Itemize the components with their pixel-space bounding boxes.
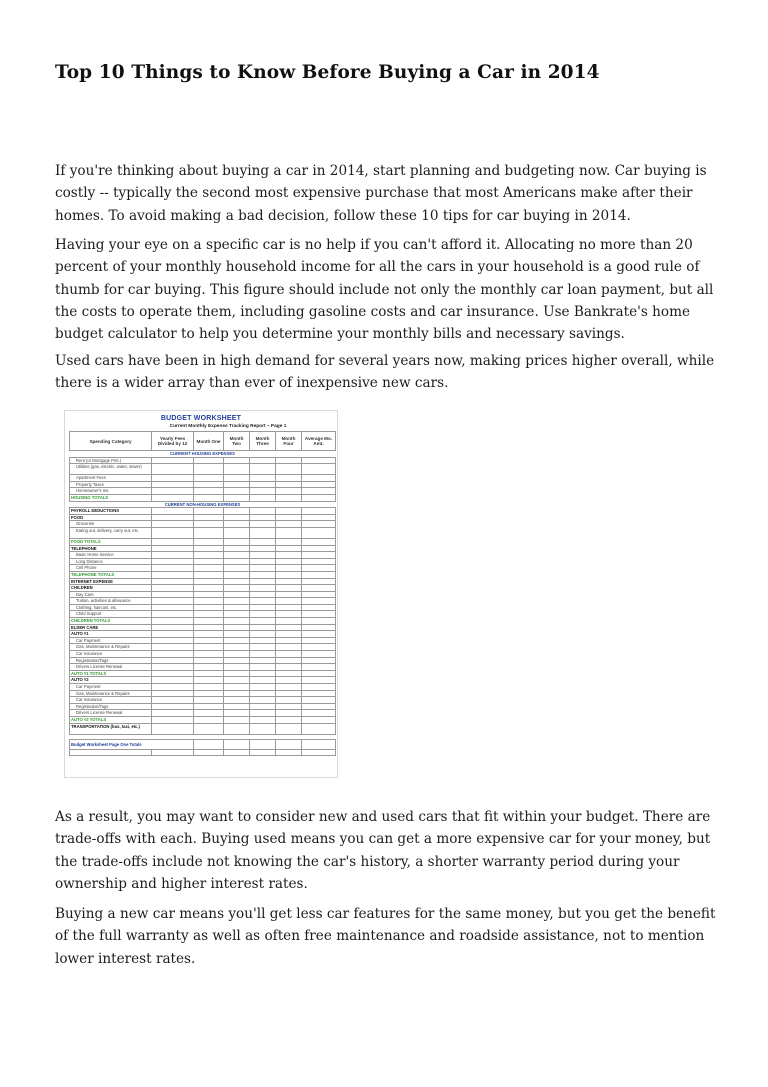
table-row bbox=[70, 710, 336, 717]
worksheet-title: BUDGET WORKSHEET bbox=[160, 415, 242, 422]
row-label: INTERNET EXPENSE bbox=[70, 578, 152, 585]
section-label: CURRENT HOUSING EXPENSES bbox=[70, 451, 336, 458]
worksheet-header-row bbox=[70, 432, 336, 451]
table-row bbox=[70, 527, 336, 538]
row-label: Apartment Fees bbox=[70, 475, 152, 482]
row-label: AUTO #1 TOTALS bbox=[70, 670, 152, 677]
totals-row bbox=[70, 538, 336, 545]
column-header: Month Three bbox=[250, 432, 276, 451]
paragraph-intro: If you're thinking about buying a car in 2014, start planning and budgeting now. Car buying is costly -- typically the second most expensive purchase that most Americans make after their homes. To avoid making a bad decision, follow these 10 tips for car buying in 2014. bbox=[55, 163, 707, 224]
row-label: Day Care bbox=[70, 591, 152, 598]
paragraph-new-car: Buying a new car means you'll get less car features for the same money, but you get the benefit of the full warranty as well as often free maintenance and roadside assistance, not to mention lower interest rates. bbox=[55, 906, 716, 967]
row-label: Car Payment bbox=[70, 684, 152, 691]
section-label: CURRENT NON-HOUSING EXPENSES bbox=[70, 501, 336, 508]
table-row bbox=[70, 604, 336, 611]
row-label: Car Insurance bbox=[70, 651, 152, 658]
table-row bbox=[70, 611, 336, 618]
table-row bbox=[70, 637, 336, 644]
table-row bbox=[70, 723, 336, 734]
totals-row bbox=[70, 618, 336, 625]
column-header: Yearly Fees Divided by 12 bbox=[152, 432, 194, 451]
row-label: AUTO #1 bbox=[70, 631, 152, 638]
column-header: Month Two bbox=[224, 432, 250, 451]
section-row bbox=[70, 451, 336, 458]
row-label: CHILDREN TOTALS bbox=[70, 618, 152, 625]
row-label: FOOD TOTALS bbox=[70, 538, 152, 545]
table-row bbox=[70, 545, 336, 552]
totals-row bbox=[70, 670, 336, 677]
table-row bbox=[70, 690, 336, 697]
table-row bbox=[70, 703, 336, 710]
row-label: TRANSPORTATION (bus, taxi, etc.) bbox=[70, 723, 152, 734]
row-label: Child Support bbox=[70, 611, 152, 618]
table-row bbox=[70, 521, 336, 528]
table-row bbox=[70, 464, 336, 475]
row-label: Drivers License Renewal bbox=[70, 710, 152, 717]
table-row bbox=[70, 631, 336, 638]
totals-row bbox=[70, 571, 336, 578]
section-row bbox=[70, 501, 336, 508]
table-row bbox=[70, 657, 336, 664]
table-row bbox=[70, 684, 336, 691]
row-label: Gas, Maintenance & Repairs bbox=[70, 690, 152, 697]
paragraph-budget: Having your eye on a specific car is no help if you can't afford it. Allocating no more than 20 percent of your monthly household income for all the cars in your household is a good rule of thumb for car buying. This figure should include not only the monthly car loan payment, but all the costs to operate them, including gasoline costs and car insurance. Use Bankrate's home budget calculator to help you determine your monthly bills and necessary savings. bbox=[55, 237, 714, 343]
column-header: Month Four bbox=[276, 432, 302, 451]
grand-totals-row bbox=[70, 739, 336, 749]
table-row bbox=[70, 591, 336, 598]
budget-worksheet-image bbox=[64, 410, 338, 778]
row-label: Long Distance bbox=[70, 558, 152, 565]
paragraph-tradeoffs: As a result, you may want to consider new and used cars that fit within your budget. There are trade-offs with each. Buying used means you can get a more expensive car for your money, but the trade-offs include not knowing the car's history, a shorter warranty period during your ownership and higher interest rates. bbox=[55, 809, 711, 892]
column-header: Spending Category bbox=[70, 432, 152, 451]
column-header: Month One bbox=[194, 432, 224, 451]
page-title: Top 10 Things to Know Before Buying a Car in 2014 bbox=[55, 62, 600, 83]
table-row bbox=[70, 677, 336, 684]
table-row bbox=[70, 475, 336, 482]
row-label: CHILDREN bbox=[70, 585, 152, 592]
table-row bbox=[70, 514, 336, 521]
table-row bbox=[70, 558, 336, 565]
row-label: Car Insurance bbox=[70, 697, 152, 704]
row-label: Tuition, activities & allowance bbox=[70, 598, 152, 605]
table-row bbox=[70, 624, 336, 631]
table-row bbox=[70, 508, 336, 515]
table-row bbox=[70, 664, 336, 671]
row-label: AUTO #2 TOTALS bbox=[70, 716, 152, 723]
row-label: Homeowner's Ins. bbox=[70, 488, 152, 495]
row-label: ELDER CARE bbox=[70, 624, 152, 631]
table-row bbox=[70, 481, 336, 488]
worksheet-subtitle: Current Monthly Expense Tracking Report – Page 1 bbox=[169, 424, 287, 429]
totals-row bbox=[70, 494, 336, 501]
row-label: Eating out, delivery, carry out, etc. bbox=[70, 527, 152, 538]
table-row bbox=[70, 644, 336, 651]
row-label: TELEPHONE bbox=[70, 545, 152, 552]
table-row bbox=[70, 565, 336, 572]
row-label: HOUSING TOTALS bbox=[70, 494, 152, 501]
row-label: Utilities (gas, electric, water, sewer) bbox=[70, 464, 152, 475]
table-row bbox=[70, 488, 336, 495]
paragraph-used-cars: Used cars have been in high demand for several years now, making prices higher overall, while there is a wider array than ever of inexpensive new cars. bbox=[55, 353, 715, 392]
row-label: Groceries bbox=[70, 521, 152, 528]
table-row bbox=[70, 749, 336, 756]
row-label: Registration/Tags bbox=[70, 657, 152, 664]
table-row bbox=[70, 578, 336, 585]
row-label: TELEPHONE TOTALS bbox=[70, 571, 152, 578]
table-row bbox=[70, 457, 336, 464]
row-label: Rent (or Mortgage Pmt.) bbox=[70, 457, 152, 464]
table-row bbox=[70, 598, 336, 605]
row-label: FOOD bbox=[70, 514, 152, 521]
row-label: PAYROLL DEDUCTIONS bbox=[70, 508, 152, 515]
table-row bbox=[70, 651, 336, 658]
row-label: Basic Home Service bbox=[70, 552, 152, 559]
row-label: Property Taxes bbox=[70, 481, 152, 488]
row-label: AUTO #2 bbox=[70, 677, 152, 684]
row-label: Gas, Maintenance & Repairs bbox=[70, 644, 152, 651]
row-label: Cell Phone bbox=[70, 565, 152, 572]
row-label: Registration/Tags bbox=[70, 703, 152, 710]
row-label: Clothing, haircuts, etc. bbox=[70, 604, 152, 611]
table-row bbox=[70, 585, 336, 592]
row-label: Drivers License Renewal bbox=[70, 664, 152, 671]
row-label: Car Payment bbox=[70, 637, 152, 644]
totals-row bbox=[70, 716, 336, 723]
table-row bbox=[70, 552, 336, 559]
row-label: Budget Worksheet Page One Totals bbox=[70, 739, 194, 749]
column-header: Average Mo. Amt. bbox=[302, 432, 336, 451]
worksheet-table bbox=[69, 431, 336, 756]
table-row bbox=[70, 697, 336, 704]
